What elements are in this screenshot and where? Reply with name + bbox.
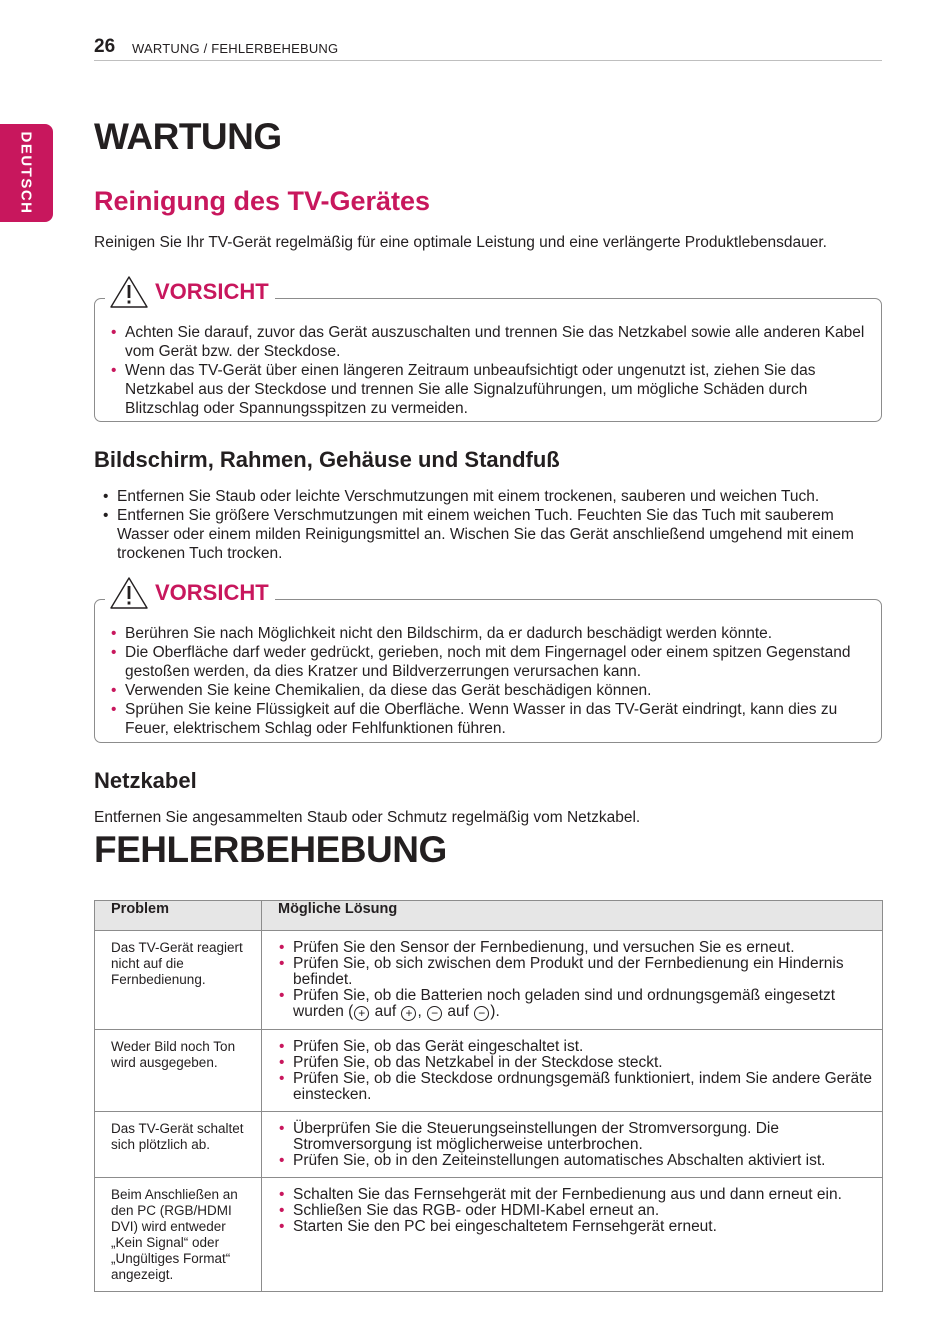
list-item: • Schalten Sie das Fernsehgerät mit der Fernbedienung aus und dann erneut ein.: [276, 1187, 872, 1203]
list-item: • Prüfen Sie, ob die Steckdose ordnungsgemäß funktioniert, indem Sie andere Geräte einstecken.: [276, 1071, 872, 1103]
list-item: [276, 988, 872, 1021]
list-item: • Schließen Sie das RGB- oder HDMI-Kabel erneut an.: [276, 1203, 872, 1219]
caution-header: [105, 275, 275, 309]
table-row: [95, 1030, 883, 1112]
column-header-problem: Problem: [95, 901, 262, 931]
list-item: • Prüfen Sie, ob das Netzkabel in der Steckdose steckt.: [276, 1055, 872, 1071]
cable-heading: Netzkabel: [94, 768, 197, 793]
running-title: WARTUNG / FEHLERBEHEBUNG: [132, 41, 339, 56]
battery-text-mid: ,: [417, 1003, 427, 1020]
caution-title: VORSICHT: [155, 580, 269, 605]
caution-list: [108, 323, 873, 418]
screen-care-list: [100, 487, 880, 563]
solution-list: [276, 1121, 872, 1169]
solution-cell: [262, 931, 883, 1030]
cable-text: Entfernen Sie angesammelten Staub oder Schmutz regelmäßig vom Netzkabel.: [94, 809, 641, 826]
list-item: • Sprühen Sie keine Flüssigkeit auf die Oberfläche. Wenn Wasser in das TV-Gerät eindringt, kann dies zu Feuer, elektrischem Schlag oder Fehlfunktionen führen.: [108, 700, 873, 738]
minus-circle-icon: −: [427, 1006, 442, 1021]
list-item: • Achten Sie darauf, zuvor das Gerät auszuschalten und trennen Sie das Netzkabel sowie alle anderen Kabel vom Gerät bzw. der Steckdose.: [108, 323, 873, 361]
caution-list: [108, 624, 873, 738]
caution-box-2: [94, 580, 882, 743]
table-row: [95, 931, 883, 1030]
minus-circle-icon: −: [474, 1006, 489, 1021]
troubleshooting-table: [94, 900, 883, 1292]
solution-list: [276, 1187, 872, 1235]
list-item: • Prüfen Sie, ob in den Zeiteinstellungen automatisches Abschalten aktiviert ist.: [276, 1153, 872, 1169]
plus-circle-icon: +: [401, 1006, 416, 1021]
column-header-solution: Mögliche Lösung: [262, 901, 883, 931]
list-item: • Wenn das TV-Gerät über einen längeren Zeitraum unbeaufsichtigt oder ungenutzt ist, ziehen Sie das Netzkabel aus der Steckdose und trennen Sie alle Signalzuführungen, um mögliche Schäden durch Blitzschlag oder Spannungsspitzen zu vermeiden.: [108, 361, 873, 418]
problem-cell: Beim Anschließen an den PC (RGB/HDMI DVI) wird entweder „Kein Signal“ oder „Ungültiges Format“ angezeigt.: [95, 1178, 262, 1292]
battery-text-mid: auf: [370, 1003, 401, 1020]
list-item: • Prüfen Sie, ob sich zwischen dem Produkt und der Fernbedienung ein Hindernis befindet.: [276, 956, 872, 988]
screen-heading: Bildschirm, Rahmen, Gehäuse und Standfuß: [94, 447, 560, 472]
cleaning-intro: Reinigen Sie Ihr TV-Gerät regelmäßig für eine optimale Leistung und eine verlängerte Produktlebensdauer.: [94, 234, 827, 251]
warning-triangle-icon: [109, 275, 149, 309]
plus-circle-icon: +: [354, 1006, 369, 1021]
list-item: • Starten Sie den PC bei eingeschaltetem Fernsehgerät erneut.: [276, 1219, 872, 1235]
list-item: • Verwenden Sie keine Chemikalien, da diese das Gerät beschädigen können.: [108, 681, 873, 700]
list-item: • Berühren Sie nach Möglichkeit nicht den Bildschirm, da er dadurch beschädigt werden könnte.: [108, 624, 873, 643]
solution-cell: [262, 1030, 883, 1112]
page-number: 26: [94, 36, 116, 57]
list-item: • Die Oberfläche darf weder gedrückt, gerieben, noch mit dem Fingernagel oder einem spitzen Gegenstand gestoßen werden, da dies Kratzer und Bildverzerrungen verursachen kann.: [108, 643, 873, 681]
list-item: • Überprüfen Sie die Steuerungseinstellungen der Stromversorgung. Die Stromversorgung ist möglicherweise unterbrochen.: [276, 1121, 872, 1153]
list-item: • Prüfen Sie den Sensor der Fernbedienung, und versuchen Sie es erneut.: [276, 940, 872, 956]
troubleshooting-title: FEHLERBEHEBUNG: [94, 829, 447, 870]
caution-header: [105, 576, 275, 610]
page-header: [94, 36, 882, 61]
battery-text-before: Prüfen Sie, ob die Batterien noch geladen sind und ordnungsgemäß eingesetzt wurden (: [293, 987, 836, 1020]
caution-box-1: [94, 279, 882, 422]
battery-text-mid: auf: [443, 1003, 474, 1020]
list-item: • Prüfen Sie, ob das Gerät eingeschaltet ist.: [276, 1039, 872, 1055]
solution-list: [276, 1039, 872, 1103]
list-item: • Entfernen Sie Staub oder leichte Verschmutzungen mit einem trockenen, sauberen und weichen Tuch.: [100, 487, 880, 506]
table-row: [95, 1178, 883, 1292]
language-tab-label: DEUTSCH: [17, 131, 35, 215]
language-tab: [0, 124, 53, 222]
solution-cell: [262, 1178, 883, 1292]
table-header-row: [95, 901, 883, 931]
problem-cell: Weder Bild noch Ton wird ausgegeben.: [95, 1030, 262, 1112]
list-item: • Entfernen Sie größere Verschmutzungen mit einem weichen Tuch. Feuchten Sie das Tuch mit sauberem Wasser oder einem milden Reinigungsmittel an. Wischen Sie das Gerät anschließend umgehend mit einem trockenen Tuch trocken.: [100, 506, 880, 563]
caution-title: VORSICHT: [155, 279, 269, 304]
solution-cell: [262, 1112, 883, 1178]
solution-list: [276, 940, 872, 1021]
cleaning-heading: Reinigung des TV-Gerätes: [94, 186, 431, 216]
problem-cell: Das TV-Gerät schaltet sich plötzlich ab.: [95, 1112, 262, 1178]
battery-text-after: ).: [490, 1003, 500, 1020]
table-row: [95, 1112, 883, 1178]
problem-cell: Das TV-Gerät reagiert nicht auf die Fernbedienung.: [95, 931, 262, 1030]
warning-triangle-icon: [109, 576, 149, 610]
maintenance-title: WARTUNG: [94, 116, 282, 157]
